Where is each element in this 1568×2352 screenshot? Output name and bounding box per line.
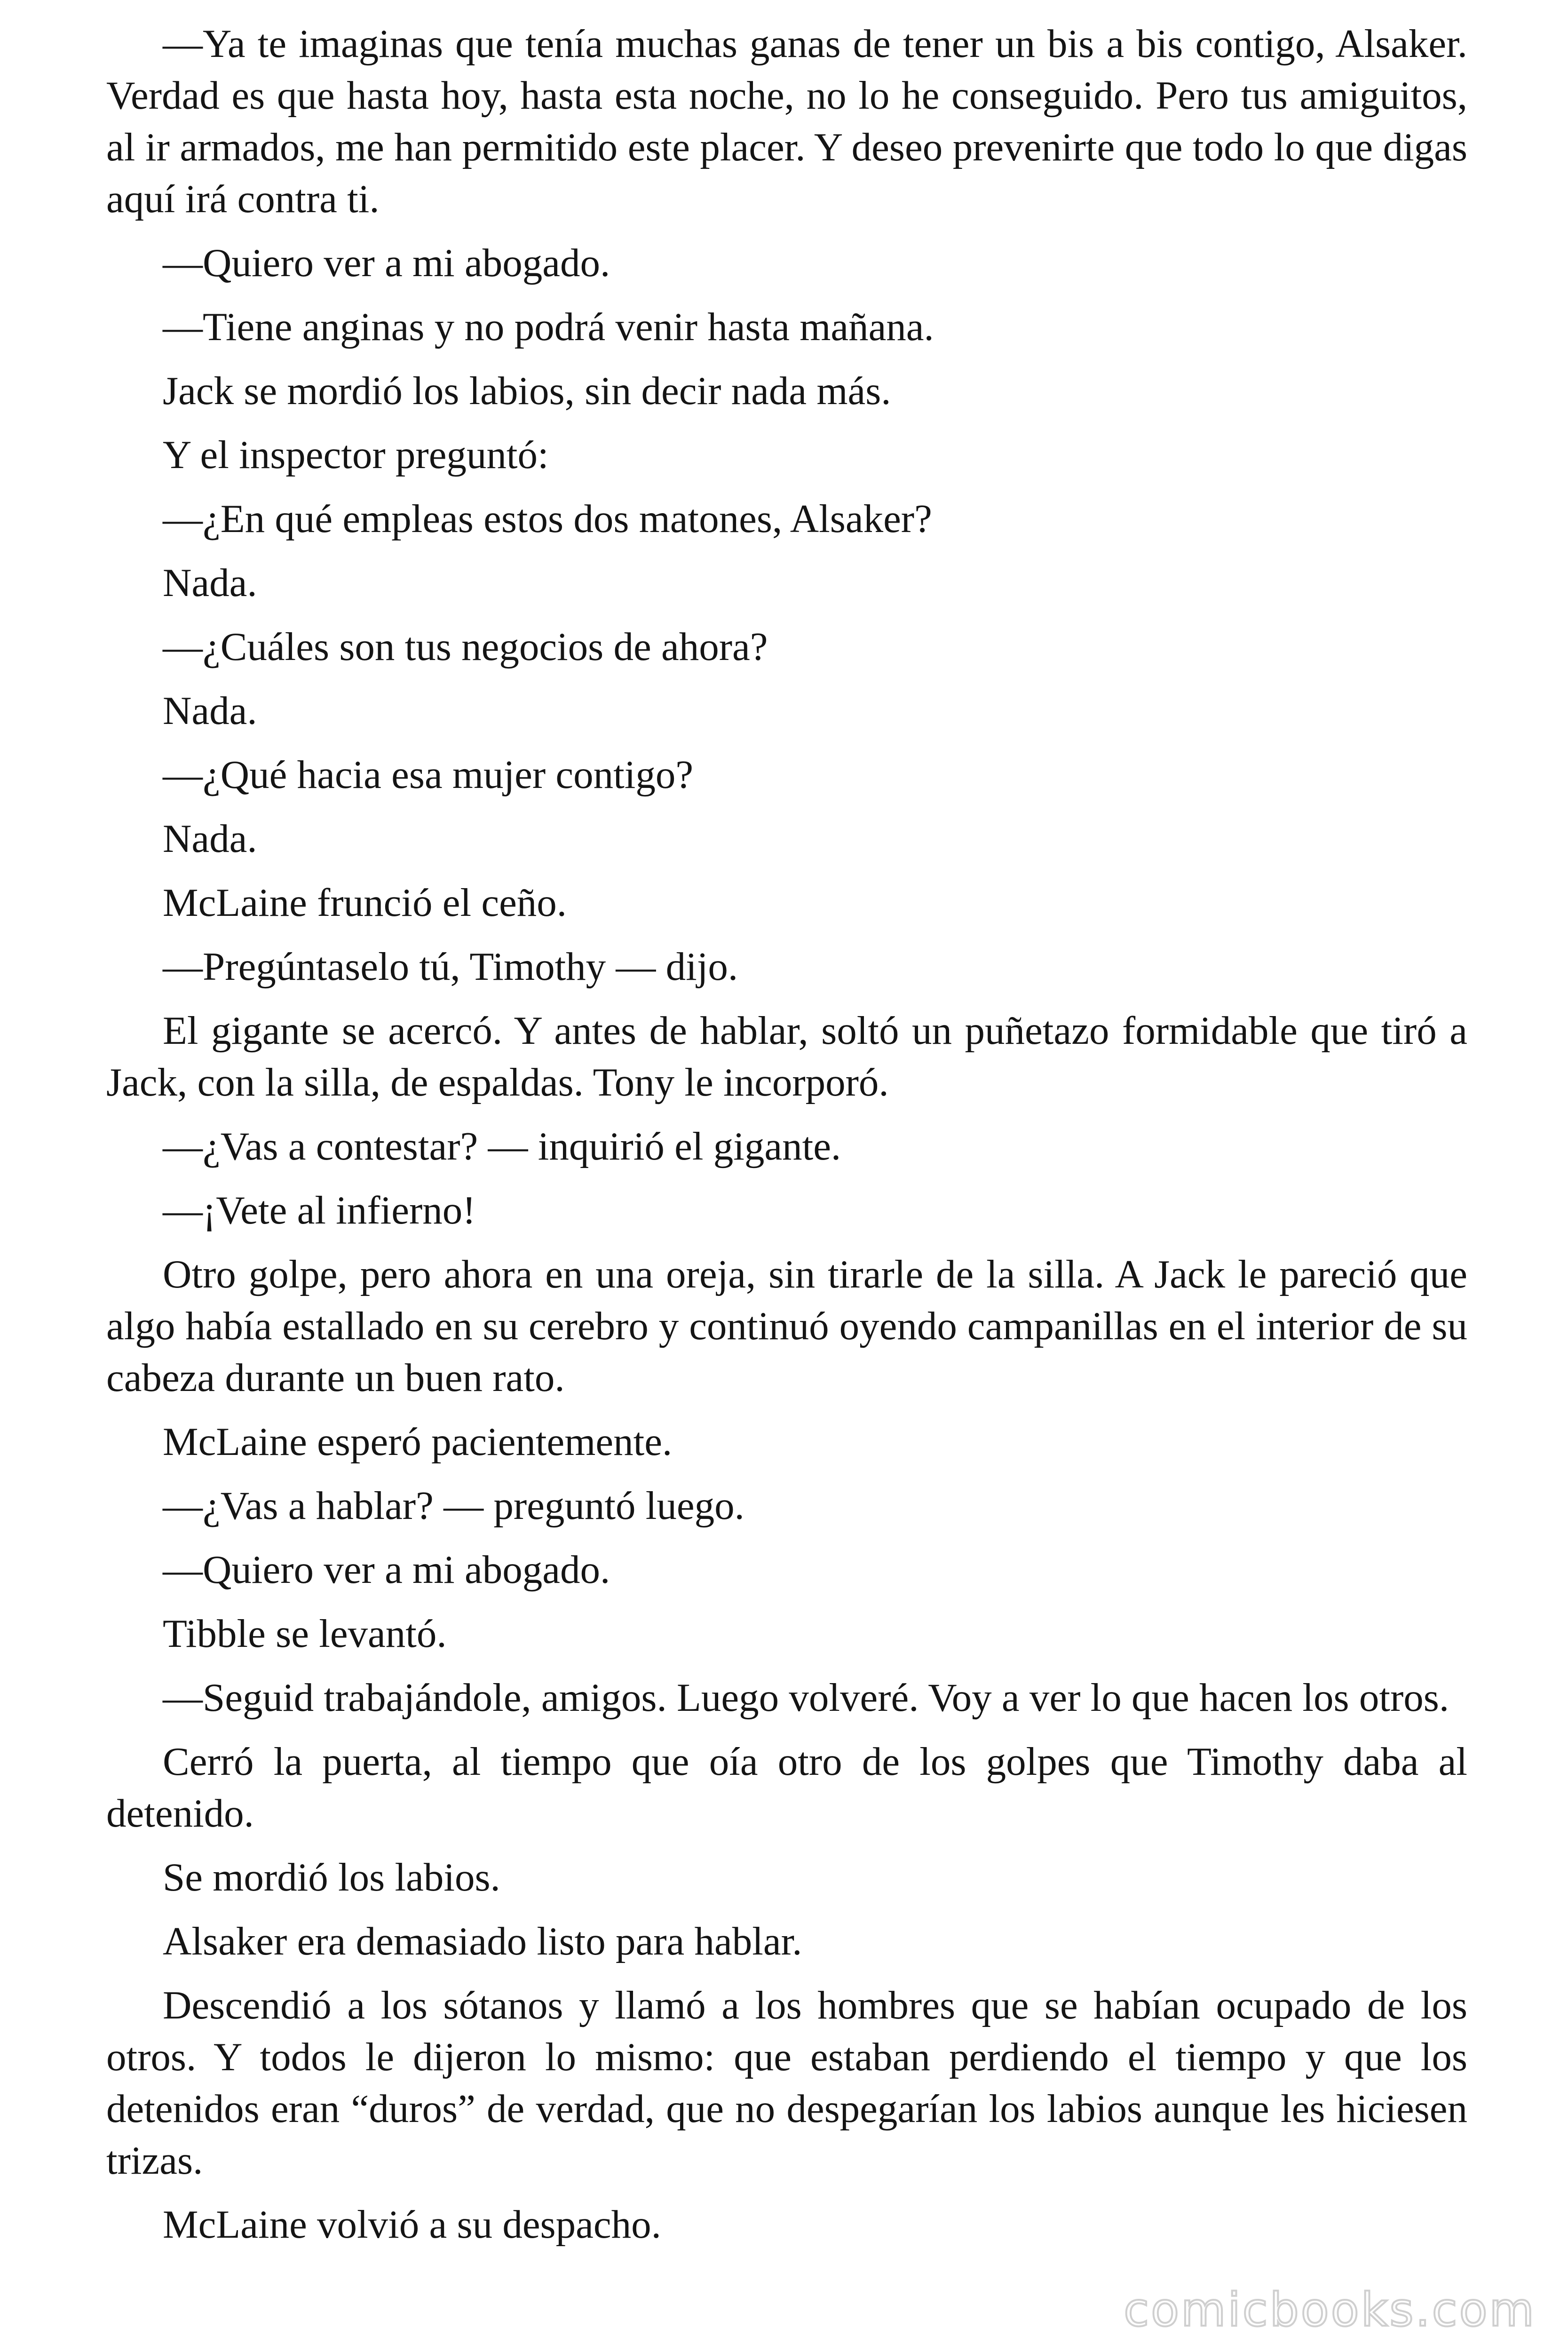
paragraph: —¡Vete al infierno! (163, 1188, 476, 1232)
paragraph: Y el inspector preguntó: (163, 433, 549, 477)
paragraph: —Quiero ver a mi abogado. (163, 241, 610, 285)
paragraph: McLaine esperó pacientemente. (163, 1420, 673, 1464)
paragraph: —Tiene anginas y no podrá venir hasta mañana. (163, 305, 934, 349)
paragraph: —¿Vas a contestar? — inquirió el gigante. (163, 1124, 841, 1168)
paragraph: —¿En qué empleas estos dos matones, Alsaker? (163, 497, 932, 541)
paragraph: —Ya te imaginas que tenía muchas ganas de tener un bis a bis contigo, Alsaker. Verdad es que hasta hoy, hasta esta noche, no lo he conseguido. Pero tus amiguitos, al ir armados, me han permitido este placer. Y deseo prevenirte que todo lo que digas aquí irá contra ti. (106, 22, 1467, 221)
paragraph: McLaine volvió a su despacho. (163, 2202, 661, 2247)
book-page (106, 18, 1467, 2263)
paragraph: —¿Vas a hablar? — preguntó luego. (163, 1484, 744, 1528)
paragraph: El gigante se acercó. Y antes de hablar, soltó un puñetazo formidable que tiró a Jack, con la silla, de espaldas. Tony le incorporó. (106, 1009, 1467, 1104)
paragraph: Otro golpe, pero ahora en una oreja, sin tirarle de la silla. A Jack le pareció que algo había estallado en su cerebro y continuó oyendo campanillas en el interior de su cabeza durante un buen rato. (106, 1252, 1467, 1400)
paragraph: —¿Cuáles son tus negocios de ahora? (163, 625, 768, 669)
paragraph: —Quiero ver a mi abogado. (163, 1548, 610, 1592)
paragraph: Alsaker era demasiado listo para hablar. (163, 1919, 802, 1963)
paragraph: —Pregúntaselo tú, Timothy — dijo. (163, 945, 738, 989)
paragraph: Se mordió los labios. (163, 1855, 500, 1899)
paragraph: Nada. (163, 817, 257, 861)
paragraph: Nada. (163, 561, 257, 605)
paragraph: Descendió a los sótanos y llamó a los hombres que se habían ocupado de los otros. Y todos le dijeron lo mismo: que estaban perdiendo el tiempo y que los detenidos eran “duros” de verdad, que no despegarían los labios aunque les hiciesen trizas. (106, 1983, 1467, 2183)
paragraph: Nada. (163, 689, 257, 733)
paragraph: Tibble se levantó. (163, 1612, 447, 1656)
paragraph: —Seguid trabajándole, amigos. Luego volveré. Voy a ver lo que hacen los otros. (163, 1676, 1449, 1720)
watermark: comicbooks.com (1124, 2283, 1536, 2337)
paragraph: Jack se mordió los labios, sin decir nada más. (163, 369, 891, 413)
paragraph: McLaine frunció el ceño. (163, 881, 567, 925)
paragraph: Cerró la puerta, al tiempo que oía otro de los golpes que Timothy daba al detenido. (106, 1740, 1467, 1836)
paragraph: —¿Qué hacia esa mujer contigo? (163, 753, 694, 797)
